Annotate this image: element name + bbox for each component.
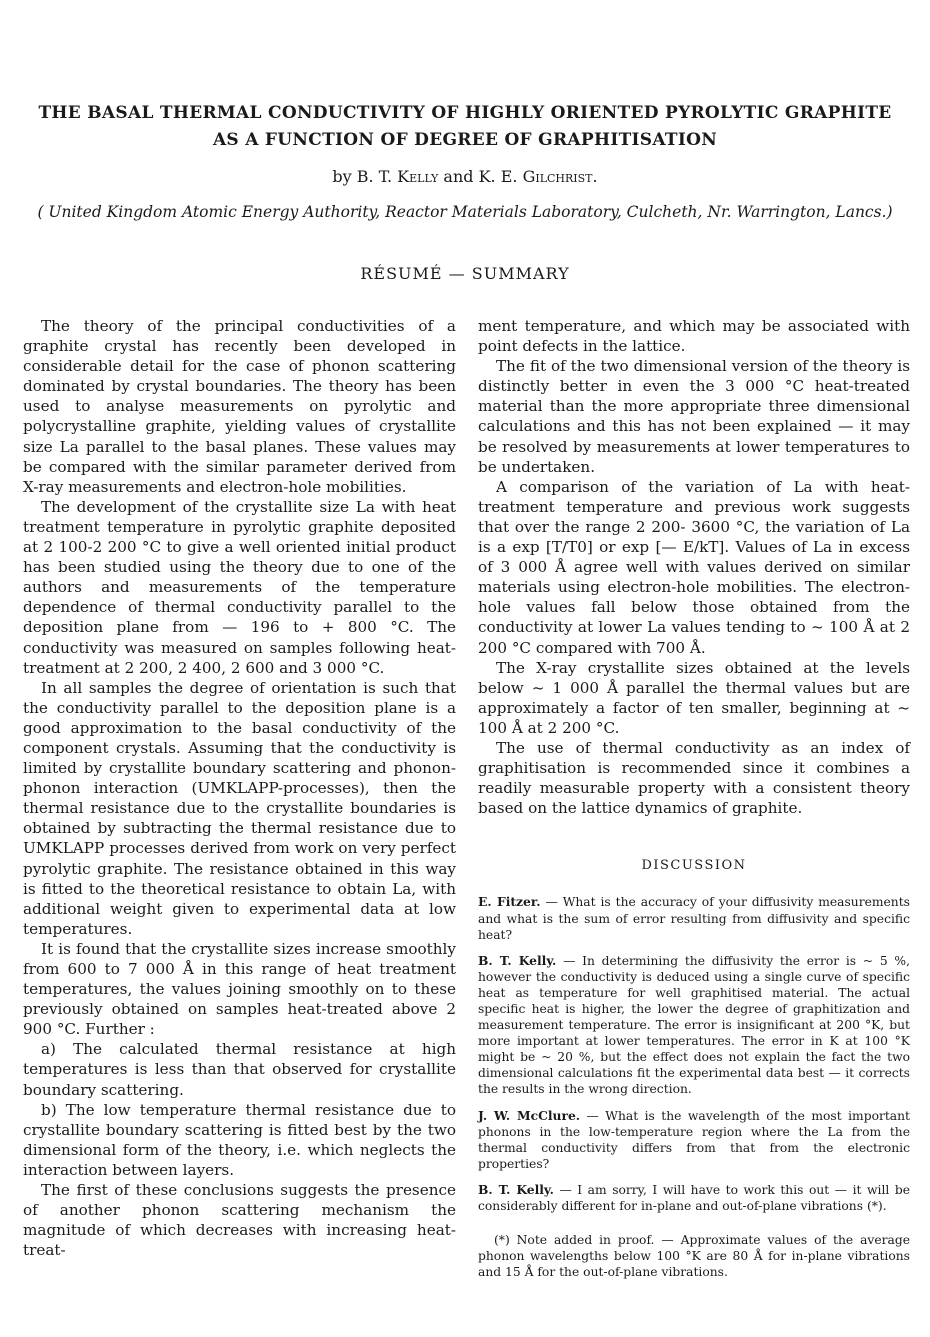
left-column — [23, 316, 456, 1260]
summary-paragraph: The fit of the two dimensional version of the theory is distinctly better in even the 3 000 °C heat-treated material than the more appropriate three dimensional calculations and this has not been explained — it may be resolved by measurements at lower temperatures to be undertaken. — [478, 357, 910, 476]
speaker-name: B. T. Kelly. — [478, 952, 557, 968]
discussion-heading: DISCUSSION — [641, 858, 747, 874]
discussion-text: — In determining the diffusivity the error is ~ 5 %, however the conductivity is deduced using a single curve of specific heat as temperature for well graphitised material. The actual specific heat is higher, the lower the degree of graphitization and measurement temperature. The error is insignificant at 200 °K, but more important at lower temperatures. The error in K at 100 °K might be ~ 20 %, but the effect does not explain the fact the two dimensional calculations fit the experimental data best — it corrects the results in the wrong direction. — [478, 953, 910, 1097]
summary-paragraph: The theory of the principal conductivities of a graphite crystal has recently been developed in considerable detail for the case of phonon scattering dominated by crystal boundaries. The theory has been used to analyse measurements on pyrolytic and polycrystalline graphite, yielding values of crystallite size La parallel to the basal planes. These values may be compared with the similar parameter derived from X-ray measurements and electron-hole mobilities. — [23, 317, 456, 496]
title-line-2: AS A FUNCTION OF DEGREE OF GRAPHITISATION — [212, 130, 718, 150]
right-column — [478, 316, 910, 1280]
summary-paragraph: In all samples the degree of orientation is such that the conductivity parallel to the deposition plane is a good approximation to the basal conductivity of the component crystals. Assuming that the conductivity is limited by crystallite boundary scattering and phonon-phonon interaction (UMKLAPP-processes), then the thermal resistance due to the crystallite boundaries is obtained by subtracting the thermal resistance due to UMKLAPP processes derived from work on very perfect pyrolytic graphite. The resistance obtained in this way is fitted to the theoretical resistance to obtain La, with additional weight given to experimental data at low temperatures. — [23, 678, 456, 938]
discussion-text: — What is the accuracy of your diffusivity measurements and what is the sum of error resulting from diffusivity and specific heat? — [478, 895, 910, 942]
summary-paragraph: The use of thermal conductivity as an index of graphitisation is recommended since it combines a readily measurable property with a consistent theory based on the lattice dynamics of graphite. — [478, 738, 910, 818]
discussion-entry — [478, 894, 910, 942]
discussion-entry — [478, 1108, 910, 1172]
discussion-text: — What is the wavelength of the most important phonons in the low-temperature region where the La from the thermal conductivity differs from that from the electronic properties? — [478, 1108, 910, 1171]
footnote: (*) Note added in proof. — Approximate values of the average phonon wavelengths below 100 °K are 80 Å for in-plane vibrations and 15 Å for the out-of-plane vibrations. — [478, 1233, 910, 1280]
summary-paragraph: ment temperature, and which may be associated with point defects in the lattice. — [478, 317, 910, 356]
summary-paragraph: A comparison of the variation of La with heat-treatment temperature and previous work suggests that over the range 2 200- 3600 °C, the variation of La is a exp [T/T0] or exp [— E/kT]. Values of La in excess of 3 000 Å agree well with values derived on similar materials using electron-hole mobilities. The electron-hole values fall below those obtained from the conductivity at lower La values tending to ~ 100 Å at 2 200 °C compared with 700 Å. — [478, 477, 910, 657]
authors-and: and K. E. — [443, 167, 518, 186]
discussion-text: — I am sorry, I will have to work this out — it will be considerably different for in-plane and out-of-plane vibrations (*). — [478, 1182, 911, 1214]
section-title: RÉSUMÉ — SUMMARY — [360, 264, 570, 283]
speaker-name: J. W. McClure. — [478, 1107, 581, 1123]
author-gilchrist: Gilchrist. — [522, 167, 598, 186]
paper-title — [0, 100, 930, 154]
speaker-name: E. Fitzer. — [478, 894, 541, 910]
summary-paragraph: a) The calculated thermal resistance at high temperatures is less than that observed for crystallite boundary scattering. — [23, 1040, 456, 1099]
discussion-entry — [478, 953, 910, 1098]
summary-paragraph: The first of these conclusions suggests the presence of another phonon scattering mechanism the magnitude of which decreases with increasing heat-treat- — [23, 1181, 456, 1260]
discussion-entry — [478, 1182, 910, 1214]
author-kelly: Kelly — [397, 167, 439, 186]
affiliation: ( United Kingdom Atomic Energy Authority, Reactor Materials Laboratory, Culcheth, Nr. Warrington, Lancs.) — [37, 203, 893, 221]
summary-paragraph: b) The low temperature thermal resistance due to crystallite boundary scattering is fitted best by the two dimensional form of the theory, i.e. which neglects the interaction between layers. — [23, 1100, 456, 1179]
summary-paragraph: The X-ray crystallite sizes obtained at the levels below ~ 1 000 Å parallel the thermal values but are approximately a factor of ten smaller, beginning at ~ 100 Å at 2 200 °C. — [478, 658, 910, 737]
summary-paragraph: The development of the crystallite size La with heat treatment temperature in pyrolytic graphite deposited at 2 100-2 200 °C to give a well oriented initial product has been studied using the theory due to one of the authors and measurements of the temperature dependence of thermal conductivity parallel to the deposition plane from — 196 to + 800 °C. The conductivity was measured on samples following heat-treatment at 2 200, 2 400, 2 600 and 3 000 °C. — [23, 497, 456, 677]
summary-paragraph: It is found that the crystallite sizes increase smoothly from 600 to 7 000 Å in this range of heat treatment temperatures, the values joining smoothly on to these previously obtained on samples heat-treated above 2 900 °C. Further : — [23, 939, 456, 1039]
title-line-1: THE BASAL THERMAL CONDUCTIVITY OF HIGHLY ORIENTED PYROLYTIC GRAPHITE — [38, 103, 892, 123]
authors — [0, 167, 930, 186]
authors-prefix: by B. T. — [332, 167, 393, 186]
speaker-name: B. T. Kelly. — [478, 1181, 554, 1197]
